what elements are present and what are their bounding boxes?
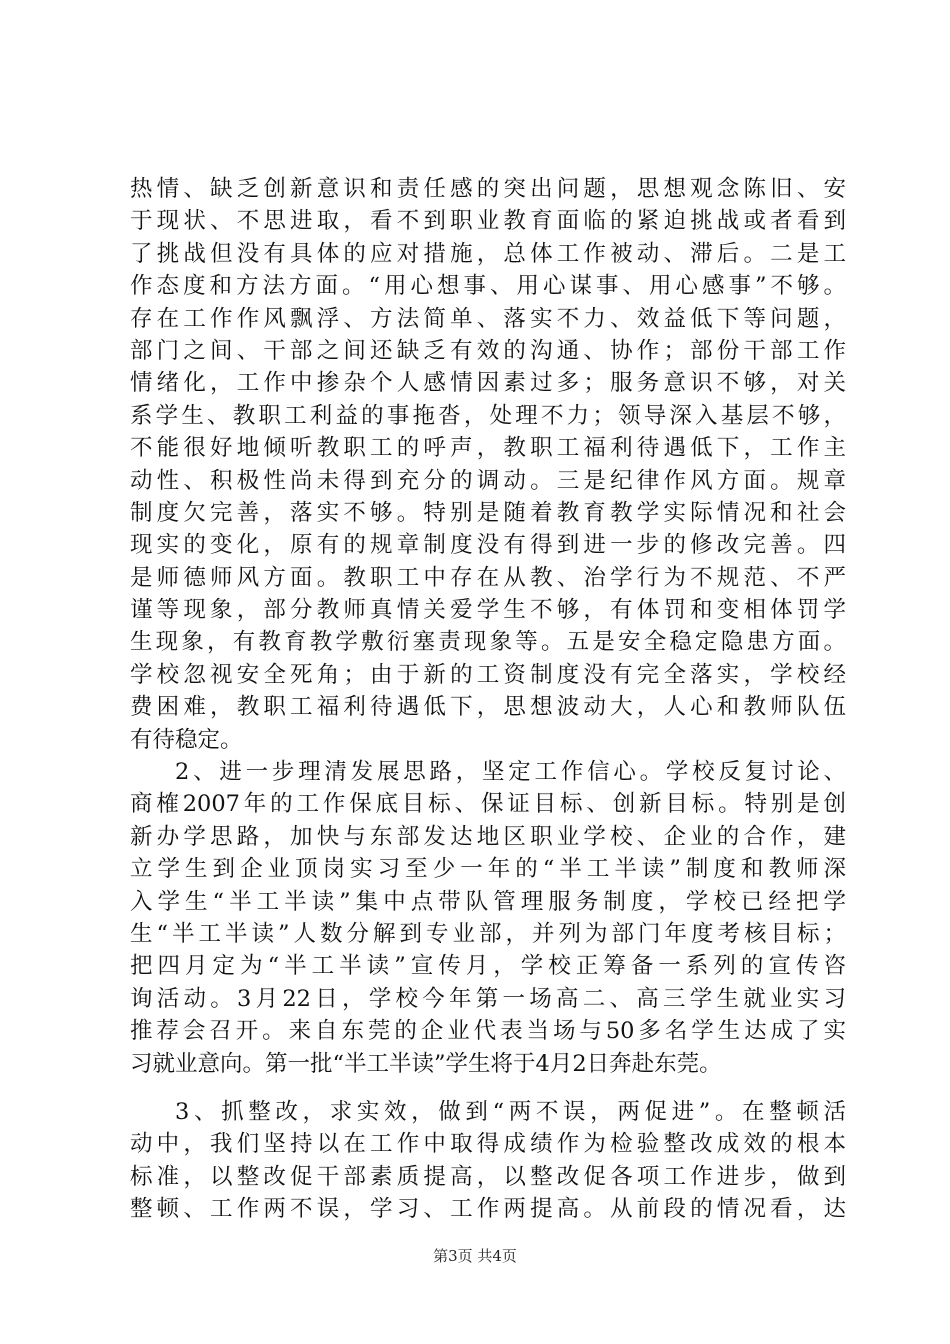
text-line: 学校忽视安全死角；由于新的工资制度没有完全落实，学校经 [130,661,846,688]
text-line: 存在工作作风飘浮、方法简单、落实不力、效益低下等问题， [130,305,846,332]
text-line: 了挑战但没有具体的应对措施，总体工作被动、滞后。二是工 [130,240,846,267]
text-line: 动中，我们坚持以在工作中取得成绩作为检验整改成效的根本 [130,1131,846,1158]
text-line: 是师德师风方面。教职工中存在从教、治学行为不规范、不严 [130,564,846,591]
paragraph-gap [130,1080,846,1096]
text-line: 动性、积极性尚未得到充分的调动。三是纪律作风方面。规章 [130,467,846,494]
text-line: 热情、缺乏创新意识和责任感的突出问题，思想观念陈旧、安 [130,176,846,202]
text-line: 把四月定为“半工半读”宣传月，学校正筹备一系列的宣传咨 [130,953,846,980]
text-line: 情绪化，工作中掺杂个人感情因素过多；服务意识不够，对关 [130,370,846,397]
text-line: 询活动。3月22日，学校今年第一场高二、高三学生就业实习 [130,985,846,1012]
body-text [130,173,846,1226]
text-line: 推荐会召开。来自东莞的企业代表当场与50多名学生达成了实 [130,1018,846,1045]
text-line: 于现状、不思进取，看不到职业教育面临的紧迫挑战或者看到 [130,208,846,235]
text-line: 部门之间、干部之间还缺乏有效的沟通、协作；部份干部工作 [130,337,846,364]
text-line: 制度欠完善，落实不够。特别是随着教育教学实际情况和社会 [130,499,846,526]
text-line: 谨等现象，部分教师真情关爱学生不够，有体罚和变相体罚学 [130,597,846,624]
text-line: 费困难，教职工福利待遇低下，思想波动大，人心和教师队伍 [130,694,846,721]
text-line: 入学生“半工半读”集中点带队管理服务制度，学校已经把学 [130,888,846,915]
text-line: 不能很好地倾听教职工的呼声，教职工福利待遇低下，工作主 [130,435,846,462]
paragraph-start-line: 2、进一步理清发展思路，坚定工作信心。学校反复讨论、 [175,759,846,786]
paragraph-start-line: 3、抓整改，求实效，做到“两不误，两促进”。在整顿活 [175,1098,846,1125]
text-line: 商榷2007年的工作保底目标、保证目标、创新目标。特别是创 [130,791,846,818]
text-line: 生“半工半读”人数分解到专业部，并列为部门年度考核目标； [130,920,846,947]
page-number-footer: 第3页 共4页 [433,1247,517,1265]
text-line: 有待稳定。 [130,726,243,753]
text-line: 整顿、工作两不误，学习、工作两提高。从前段的情况看，达 [130,1196,846,1223]
text-line: 作态度和方法方面。“用心想事、用心谋事、用心感事”不够。 [130,273,846,300]
text-line: 立学生到企业顶岗实习至少一年的“半工半读”制度和教师深 [130,856,846,883]
text-line: 系学生、教职工利益的事拖沓，处理不力；领导深入基层不够， [130,402,846,429]
text-line: 新办学思路，加快与东部发达地区职业学校、企业的合作，建 [130,823,846,850]
text-line: 现实的变化，原有的规章制度没有得到进一步的修改完善。四 [130,532,846,559]
text-line: 标准，以整改促干部素质提高，以整改促各项工作进步，做到 [130,1163,846,1190]
text-line: 习就业意向。第一批“半工半读”学生将于4月2日奔赴东莞。 [130,1050,722,1077]
text-line: 生现象，有教育教学敷衍塞责现象等。五是安全稳定隐患方面。 [130,629,846,656]
